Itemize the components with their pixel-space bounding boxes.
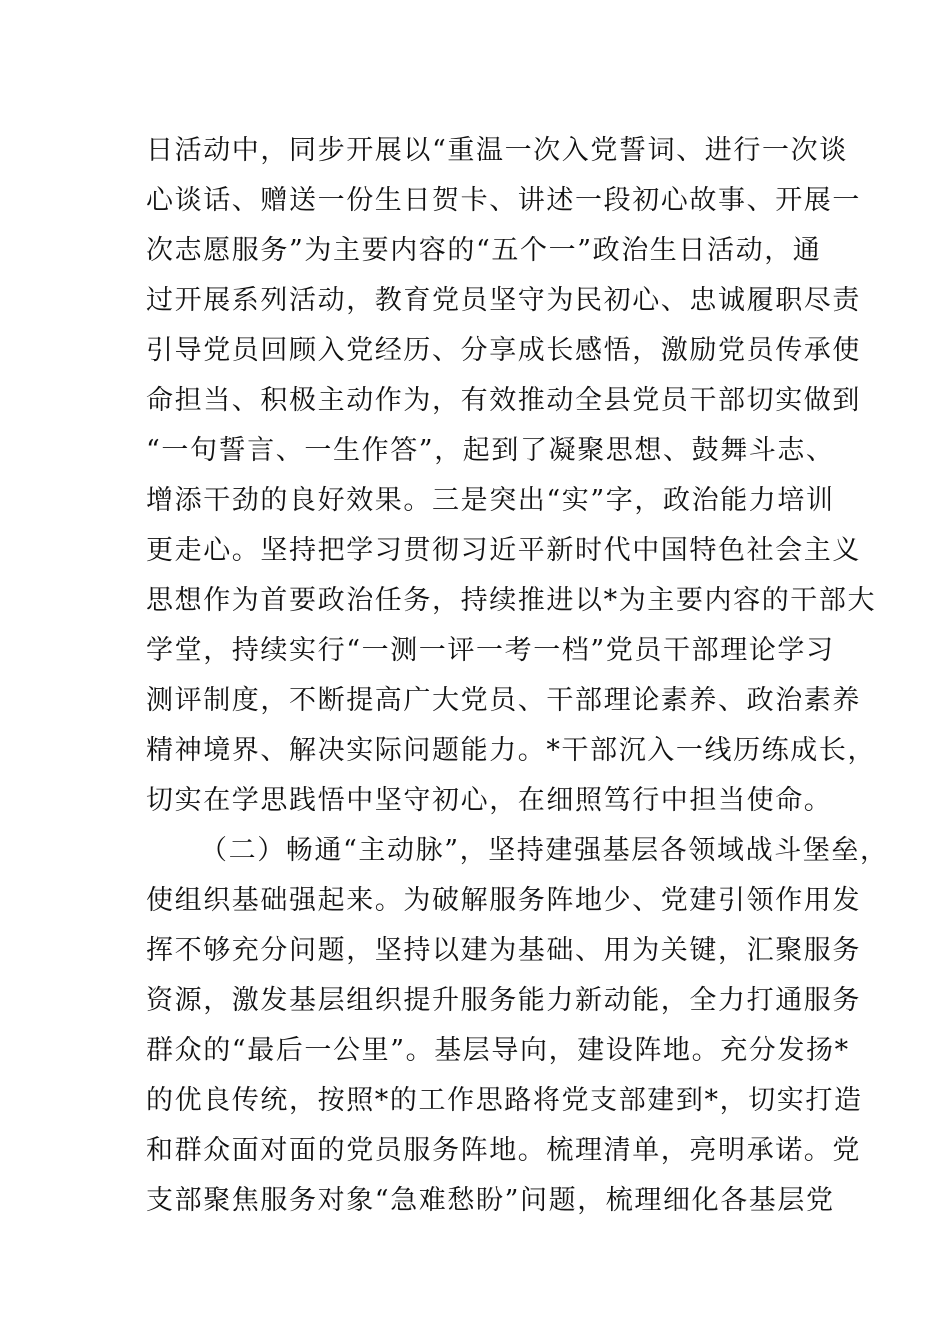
text-line: 引导党员回顾入党经历、分享成长感悟，激励党员传承使 (146, 335, 861, 366)
text-line: 测评制度，不断提高广大党员、干部理论素养、政治素养 (146, 685, 861, 716)
body-text (146, 126, 889, 1226)
text-line: 日活动中，同步开展以“重温一次入党誓词、进行一次谈 (146, 135, 848, 166)
text-line: 挥不够充分问题，坚持以建为基础、用为关键，汇聚服务 (146, 935, 861, 966)
text-line: 切实在学思践悟中坚守初心，在细照笃行中担当使命。 (146, 785, 833, 816)
text-line: “一句誓言、一生作答”，起到了凝聚思想、鼓舞斗志、 (146, 435, 835, 466)
text-line: 的优良传统，按照*的工作思路将党支部建到*，切实打造 (146, 1085, 863, 1116)
text-line: 次志愿服务”为主要内容的“五个一”政治生日活动，通 (146, 235, 822, 266)
text-line: 更走心。坚持把学习贯彻习近平新时代中国特色社会主义 (146, 535, 861, 566)
text-line: 精神境界、解决实际问题能力。*干部沉入一线历练成长， (146, 735, 877, 766)
text-line: 和群众面对面的党员服务阵地。梳理清单，亮明承诺。党 (146, 1135, 861, 1166)
text-line: 群众的“最后一公里”。基层导向，建设阵地。充分发扬* (146, 1035, 850, 1066)
text-line: 思想作为首要政治任务，持续推进以*为主要内容的干部大 (146, 585, 877, 616)
text-line: 过开展系列活动，教育党员坚守为民初心、忠诚履职尽责 (146, 285, 861, 316)
text-line: 学堂，持续实行“一测一评一考一档”党员干部理论学习 (146, 635, 835, 666)
text-line: 增添干劲的良好效果。三是突出“实”字，政治能力培训 (146, 485, 835, 516)
section-heading-line: （二）畅通“主动脉”，坚持建强基层各领域战斗堡垒， (200, 835, 889, 866)
text-line: 命担当、积极主动作为，有效推动全县党员干部切实做到 (146, 385, 861, 416)
text-line: 使组织基础强起来。为破解服务阵地少、党建引领作用发 (146, 885, 861, 916)
text-line: 支部聚焦服务对象“急难愁盼”问题，梳理细化各基层党 (146, 1185, 835, 1216)
text-line: 资源，激发基层组织提升服务能力新动能，全力打通服务 (146, 985, 861, 1016)
text-line: 心谈话、赠送一份生日贺卡、讲述一段初心故事、开展一 (146, 185, 861, 216)
